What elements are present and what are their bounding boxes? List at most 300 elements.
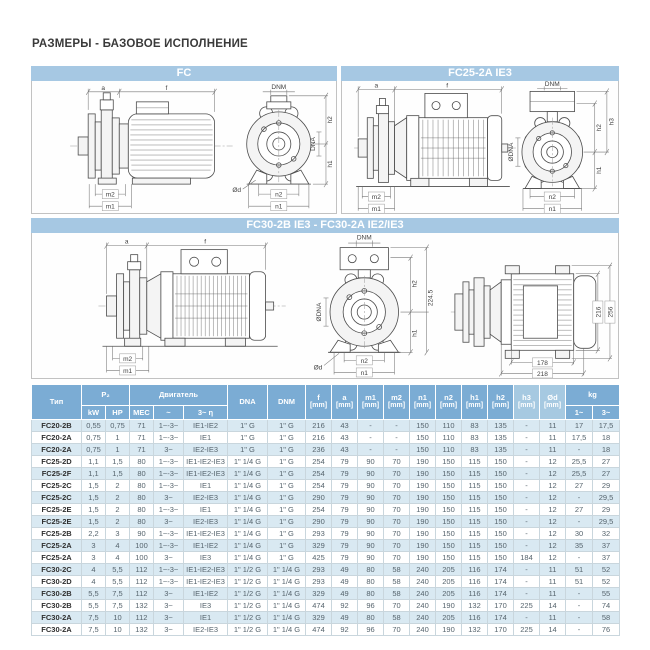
col-header-p2: P₂ — [82, 385, 130, 406]
cell-dna: 1" 1/2 G — [228, 600, 268, 612]
cell-n2: 190 — [436, 624, 462, 636]
cell-type: FC20-2A — [32, 432, 82, 444]
cell-kg3: 29,5 — [593, 492, 620, 504]
cell-mec: 71 — [130, 420, 154, 432]
cell-n1: 240 — [410, 600, 436, 612]
cell-od: 11 — [540, 564, 566, 576]
cell-eta: IE2-IE3 — [184, 624, 228, 636]
cell-mec: 132 — [130, 624, 154, 636]
cell-h2: 150 — [488, 528, 514, 540]
cell-dnm: 1" G — [268, 456, 306, 468]
col-header-n1: n1 [mm] — [410, 385, 436, 420]
dim-label-m2: m2 — [371, 194, 381, 202]
cell-m2: 58 — [384, 588, 410, 600]
cell-hp: 2 — [106, 516, 130, 528]
cell-kg1: - — [566, 588, 593, 600]
cell-h3: 225 — [514, 600, 540, 612]
cell-kw: 4 — [82, 576, 106, 588]
cell-type: FC30-2B — [32, 600, 82, 612]
cell-n2: 150 — [436, 528, 462, 540]
cell-n2: 150 — [436, 456, 462, 468]
cell-n1: 150 — [410, 432, 436, 444]
dim-label-dnm: DNM — [544, 81, 560, 88]
cell-kw: 2,2 — [82, 528, 106, 540]
table-body — [32, 420, 620, 636]
cell-h1: 115 — [462, 516, 488, 528]
cell-n1: 240 — [410, 576, 436, 588]
cell-phase: 3~ — [154, 516, 184, 528]
cell-a: 79 — [332, 468, 358, 480]
cell-dna: 1" 1/4 G — [228, 456, 268, 468]
cell-a: 43 — [332, 432, 358, 444]
dim-label-n2: n2 — [548, 194, 556, 202]
cell-kw: 7,5 — [82, 612, 106, 624]
dim-label-h1: h1 — [411, 329, 419, 337]
cell-kg3: 18 — [593, 432, 620, 444]
cell-dna: 1" 1/4 G — [228, 540, 268, 552]
cell-h1: 116 — [462, 564, 488, 576]
col-header-m1: m1 [mm] — [358, 385, 384, 420]
dim-label-od: Ød — [232, 187, 242, 195]
cell-kg3: 76 — [593, 624, 620, 636]
dim-label-a: a — [124, 238, 129, 246]
cell-mec: 80 — [130, 480, 154, 492]
cell-n2: 150 — [436, 504, 462, 516]
cell-dnm: 1" G — [268, 444, 306, 456]
cell-kg1: 27 — [566, 504, 593, 516]
cell-kg3: 32 — [593, 528, 620, 540]
cell-m1: 90 — [358, 552, 384, 564]
cell-od: 11 — [540, 420, 566, 432]
cell-od: 12 — [540, 552, 566, 564]
col-header-h1: h1 [mm] — [462, 385, 488, 420]
cell-h2: 150 — [488, 504, 514, 516]
cell-n1: 190 — [410, 552, 436, 564]
cell-dna: 1" 1/4 G — [228, 492, 268, 504]
cell-od: 12 — [540, 456, 566, 468]
dim-label-n2: n2 — [275, 191, 283, 199]
drawing-panels-row — [31, 66, 619, 214]
dim-label-dnm: DNM — [271, 83, 287, 91]
cell-eta: IE1-IE2 — [184, 588, 228, 600]
cell-h3: - — [514, 528, 540, 540]
cell-f: 236 — [306, 444, 332, 456]
cell-h3: - — [514, 612, 540, 624]
cell-eta: IE1 — [184, 504, 228, 516]
datasheet-page — [31, 0, 619, 636]
table-row — [32, 468, 620, 480]
table-row — [32, 432, 620, 444]
cell-h3: - — [514, 456, 540, 468]
cell-type: FC30-2D — [32, 576, 82, 588]
cell-f: 216 — [306, 420, 332, 432]
cell-dna: 1" 1/4 G — [228, 468, 268, 480]
col-header-eta: 3~ η — [184, 406, 228, 420]
cell-a: 43 — [332, 420, 358, 432]
table-row — [32, 528, 620, 540]
cell-kw: 7,5 — [82, 624, 106, 636]
cell-m2: 70 — [384, 528, 410, 540]
cell-n1: 150 — [410, 420, 436, 432]
cell-dnm: 1" 1/4 G — [268, 624, 306, 636]
cell-dnm: 1" G — [268, 552, 306, 564]
cell-kw: 0,75 — [82, 432, 106, 444]
cell-f: 293 — [306, 528, 332, 540]
cell-n2: 150 — [436, 516, 462, 528]
cell-mec: 100 — [130, 552, 154, 564]
dimensions-table — [31, 384, 620, 636]
cell-n1: 240 — [410, 624, 436, 636]
dim-label-f: f — [204, 238, 207, 246]
cell-kg1: - — [566, 600, 593, 612]
cell-m1: 80 — [358, 612, 384, 624]
cell-h1: 116 — [462, 576, 488, 588]
fc30-top-view — [451, 266, 602, 359]
cell-kg3: 29 — [593, 504, 620, 516]
table-row — [32, 588, 620, 600]
cell-eta: IE1-IE2-IE3 — [184, 576, 228, 588]
table-row — [32, 612, 620, 624]
cell-h3: - — [514, 468, 540, 480]
cell-phase: 1~-3~ — [154, 540, 184, 552]
cell-od: 12 — [540, 504, 566, 516]
cell-od: 12 — [540, 516, 566, 528]
cell-type: FC30-2C — [32, 564, 82, 576]
cell-n1: 240 — [410, 564, 436, 576]
cell-h2: 150 — [488, 540, 514, 552]
cell-phase: 1~-3~ — [154, 480, 184, 492]
cell-h3: - — [514, 576, 540, 588]
cell-f: 254 — [306, 504, 332, 516]
cell-kw: 1,5 — [82, 492, 106, 504]
cell-n2: 205 — [436, 588, 462, 600]
cell-a: 49 — [332, 612, 358, 624]
cell-m1: 90 — [358, 468, 384, 480]
dim-label-n1: n1 — [548, 206, 556, 213]
cell-h3: - — [514, 588, 540, 600]
cell-hp: 7,5 — [106, 588, 130, 600]
cell-h1: 115 — [462, 492, 488, 504]
cell-h2: 150 — [488, 468, 514, 480]
fc30-front-view — [328, 248, 400, 353]
cell-dna: 1" G — [228, 444, 268, 456]
cell-kg1: 30 — [566, 528, 593, 540]
cell-kg3: 27 — [593, 456, 620, 468]
cell-m2: 70 — [384, 600, 410, 612]
cell-h1: 132 — [462, 624, 488, 636]
cell-kg1: - — [566, 492, 593, 504]
col-header-mec: MEC — [130, 406, 154, 420]
table-row — [32, 420, 620, 432]
cell-eta: IE1-IE2-IE3 — [184, 564, 228, 576]
cell-f: 254 — [306, 480, 332, 492]
col-header-od: Ød [mm] — [540, 385, 566, 420]
cell-phase: 3~ — [154, 600, 184, 612]
cell-f: 293 — [306, 564, 332, 576]
dim-label-m1: m1 — [371, 206, 381, 213]
cell-a: 92 — [332, 600, 358, 612]
cell-eta: IE2-IE3 — [184, 444, 228, 456]
cell-phase: 3~ — [154, 624, 184, 636]
cell-m1: 90 — [358, 528, 384, 540]
cell-dna: 1" 1/2 G — [228, 612, 268, 624]
cell-m2: 70 — [384, 456, 410, 468]
cell-dnm: 1" G — [268, 492, 306, 504]
cell-f: 216 — [306, 432, 332, 444]
cell-eta: IE1 — [184, 612, 228, 624]
cell-dnm: 1" G — [268, 432, 306, 444]
cell-od: 12 — [540, 480, 566, 492]
panel-fc-title: FC — [31, 66, 337, 81]
cell-a: 92 — [332, 624, 358, 636]
cell-f: 293 — [306, 576, 332, 588]
panel-fc30 — [31, 218, 619, 379]
cell-type: FC20-2B — [32, 420, 82, 432]
cell-phase: 1~-3~ — [154, 468, 184, 480]
panel-fc — [31, 66, 337, 214]
cell-kg1: 51 — [566, 564, 593, 576]
cell-kg1: 17,5 — [566, 432, 593, 444]
cell-f: 329 — [306, 612, 332, 624]
dim-label-top-inner-w: 178 — [537, 359, 548, 367]
table-row — [32, 456, 620, 468]
dim-label-dna: DNA — [309, 137, 317, 151]
panel-fc25-title: FC25-2A IE3 — [341, 66, 619, 81]
dim-label-h1: h1 — [595, 166, 603, 174]
cell-a: 79 — [332, 528, 358, 540]
cell-mec: 80 — [130, 516, 154, 528]
cell-n1: 190 — [410, 540, 436, 552]
cell-a: 79 — [332, 552, 358, 564]
fc25-drawing — [342, 81, 618, 213]
cell-m2: 70 — [384, 552, 410, 564]
cell-od: 12 — [540, 528, 566, 540]
cell-m2: 58 — [384, 576, 410, 588]
cell-type: FC25-2C — [32, 480, 82, 492]
cell-kw: 5,5 — [82, 600, 106, 612]
cell-hp: 7,5 — [106, 600, 130, 612]
cell-n1: 190 — [410, 492, 436, 504]
cell-n1: 240 — [410, 588, 436, 600]
cell-m2: 70 — [384, 624, 410, 636]
dim-label-a: a — [374, 82, 379, 90]
cell-dna: 1" 1/2 G — [228, 624, 268, 636]
cell-od: 11 — [540, 432, 566, 444]
cell-n2: 110 — [436, 432, 462, 444]
cell-h1: 83 — [462, 444, 488, 456]
cell-n2: 150 — [436, 468, 462, 480]
dim-label-n1: n1 — [275, 203, 283, 211]
cell-type: FC30-2A — [32, 624, 82, 636]
cell-h3: - — [514, 492, 540, 504]
cell-hp: 4 — [106, 552, 130, 564]
cell-m1: 96 — [358, 600, 384, 612]
table-row — [32, 624, 620, 636]
cell-phase: 1~-3~ — [154, 432, 184, 444]
cell-type: FC30-2A — [32, 612, 82, 624]
table-row — [32, 564, 620, 576]
cell-h2: 174 — [488, 576, 514, 588]
cell-kg3: 18 — [593, 444, 620, 456]
cell-kg1: - — [566, 516, 593, 528]
col-header-kg: kg — [566, 385, 620, 406]
cell-dna: 1" 1/2 G — [228, 564, 268, 576]
cell-n2: 110 — [436, 420, 462, 432]
cell-hp: 2 — [106, 492, 130, 504]
cell-phase: 3~ — [154, 552, 184, 564]
col-header-n2: n2 [mm] — [436, 385, 462, 420]
cell-m2: - — [384, 444, 410, 456]
cell-n2: 205 — [436, 564, 462, 576]
cell-mec: 132 — [130, 600, 154, 612]
cell-kw: 1,5 — [82, 516, 106, 528]
fc25-front-view — [522, 91, 583, 188]
cell-kg3: 37 — [593, 552, 620, 564]
cell-dnm: 1" 1/4 G — [268, 612, 306, 624]
cell-h1: 132 — [462, 600, 488, 612]
dim-label-m2: m2 — [105, 191, 115, 199]
cell-n1: 190 — [410, 456, 436, 468]
cell-od: 12 — [540, 540, 566, 552]
cell-m1: 90 — [358, 492, 384, 504]
cell-h2: 135 — [488, 444, 514, 456]
cell-h2: 174 — [488, 564, 514, 576]
cell-f: 474 — [306, 600, 332, 612]
cell-h1: 116 — [462, 588, 488, 600]
panel-fc25 — [341, 66, 619, 214]
cell-dna: 1" 1/4 G — [228, 516, 268, 528]
table-row — [32, 516, 620, 528]
cell-kg1: 17 — [566, 420, 593, 432]
dim-label-a: a — [101, 84, 106, 92]
cell-kg3: 52 — [593, 576, 620, 588]
cell-dnm: 1" 1/4 G — [268, 588, 306, 600]
cell-od: 12 — [540, 468, 566, 480]
cell-m2: 70 — [384, 492, 410, 504]
cell-type: FC30-2B — [32, 588, 82, 600]
cell-mec: 80 — [130, 504, 154, 516]
cell-h2: 174 — [488, 612, 514, 624]
cell-type: FC25-2E — [32, 504, 82, 516]
cell-dna: 1" 1/4 G — [228, 480, 268, 492]
cell-h2: 150 — [488, 492, 514, 504]
cell-kg1: 51 — [566, 576, 593, 588]
cell-dna: 1" G — [228, 432, 268, 444]
cell-kg3: 52 — [593, 564, 620, 576]
dim-label-n1: n1 — [360, 369, 368, 377]
cell-a: 43 — [332, 444, 358, 456]
table-row — [32, 540, 620, 552]
cell-dnm: 1" G — [268, 540, 306, 552]
cell-dnm: 1" 1/4 G — [268, 576, 306, 588]
cell-h2: 135 — [488, 420, 514, 432]
cell-hp: 5,5 — [106, 564, 130, 576]
table-row — [32, 504, 620, 516]
panel-fc25-body — [341, 81, 619, 214]
cell-hp: 1 — [106, 432, 130, 444]
cell-kg3: 58 — [593, 612, 620, 624]
cell-h3: - — [514, 564, 540, 576]
cell-kg3: 27 — [593, 468, 620, 480]
col-header-m2: m2 [mm] — [384, 385, 410, 420]
dim-label-m1: m1 — [105, 203, 115, 211]
col-header-motor: Двигатель — [130, 385, 228, 406]
dim-label-f: f — [165, 84, 168, 92]
cell-m2: 70 — [384, 540, 410, 552]
cell-phase: 1~-3~ — [154, 456, 184, 468]
cell-kg1: 25,5 — [566, 456, 593, 468]
table-row — [32, 552, 620, 564]
dim-label-m2: m2 — [123, 355, 133, 363]
cell-phase: 1~-3~ — [154, 420, 184, 432]
cell-eta: IE2-IE3 — [184, 516, 228, 528]
cell-hp: 1,5 — [106, 468, 130, 480]
cell-m2: 58 — [384, 612, 410, 624]
cell-n1: 190 — [410, 528, 436, 540]
cell-h3: - — [514, 444, 540, 456]
cell-dnm: 1" G — [268, 468, 306, 480]
cell-m2: - — [384, 420, 410, 432]
cell-n2: 150 — [436, 480, 462, 492]
col-header-phase: ~ — [154, 406, 184, 420]
cell-hp: 5,5 — [106, 576, 130, 588]
cell-a: 79 — [332, 456, 358, 468]
cell-kw: 1,1 — [82, 468, 106, 480]
col-header-dnm: DNM — [268, 385, 306, 420]
cell-h1: 115 — [462, 552, 488, 564]
cell-kg1: - — [566, 612, 593, 624]
cell-hp: 4 — [106, 540, 130, 552]
cell-f: 254 — [306, 468, 332, 480]
cell-hp: 0,75 — [106, 420, 130, 432]
cell-dna: 1" 1/2 G — [228, 588, 268, 600]
cell-kg3: 74 — [593, 600, 620, 612]
cell-h3: - — [514, 480, 540, 492]
cell-type: FC25-2A — [32, 552, 82, 564]
cell-a: 79 — [332, 480, 358, 492]
cell-h2: 150 — [488, 480, 514, 492]
cell-phase: 1~-3~ — [154, 504, 184, 516]
cell-dnm: 1" G — [268, 480, 306, 492]
cell-kw: 3 — [82, 552, 106, 564]
cell-n2: 150 — [436, 552, 462, 564]
cell-dnm: 1" 1/4 G — [268, 600, 306, 612]
dim-label-h3: h3 — [608, 118, 616, 126]
cell-hp: 10 — [106, 624, 130, 636]
panel-fc30-body — [31, 233, 619, 379]
table-row — [32, 444, 620, 456]
dim-label-dna: ØDNA — [315, 302, 323, 322]
cell-h3: - — [514, 504, 540, 516]
cell-h1: 116 — [462, 612, 488, 624]
cell-dna: 1" 1/2 G — [228, 576, 268, 588]
cell-eta: IE1-IE2-IE3 — [184, 456, 228, 468]
col-header-kw: kW — [82, 406, 106, 420]
dim-label-h1: h1 — [326, 160, 334, 168]
cell-n2: 205 — [436, 612, 462, 624]
cell-od: 11 — [540, 612, 566, 624]
cell-dna: 1" 1/4 G — [228, 528, 268, 540]
cell-m2: 70 — [384, 480, 410, 492]
cell-eta: IE1-IE2 — [184, 540, 228, 552]
panel-fc-body — [31, 81, 337, 214]
col-header-hp: HP — [106, 406, 130, 420]
cell-a: 49 — [332, 576, 358, 588]
cell-n1: 190 — [410, 468, 436, 480]
cell-n1: 190 — [410, 516, 436, 528]
dim-label-od: Ød — [313, 364, 323, 372]
cell-m2: 70 — [384, 468, 410, 480]
